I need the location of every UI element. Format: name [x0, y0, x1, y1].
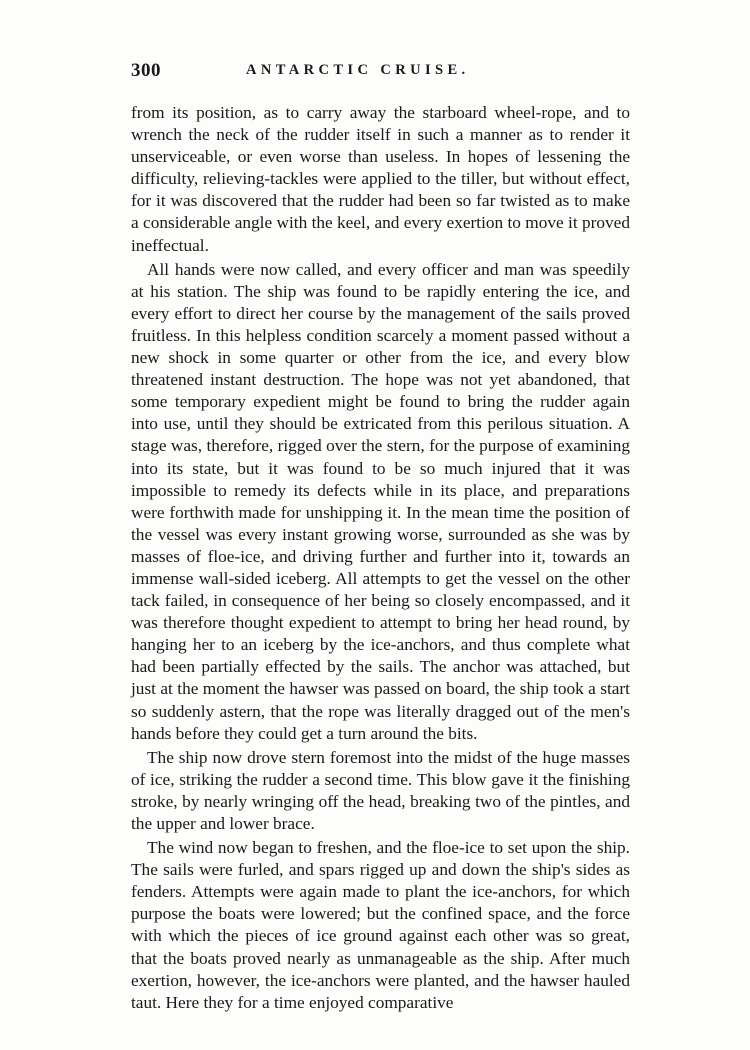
paragraph: The wind now began to freshen, and the floe-ice to set upon the ship. The sails were furled, and spars rigged up and down the ship's sides as fenders. Attempts were again made to plant the ice-anchors, for which purpose the boats were lowered; but the confined space, and the force with which the pieces of ice ground against each other was so great, that the boats proved nearly as unmanageable as the ship. After much exertion, however, the ice-anchors were planted, and the hawser hauled taut. Here they for a time enjoyed comparative — [131, 838, 630, 1012]
page-header — [131, 60, 630, 90]
paragraph-continued: from its position, as to carry away the starboard wheel-rope, and to wrench the neck of the rudder itself in such a manner as to render it unserviceable, or even worse than useless. In hopes of lessening the difficulty, relieving-tackles were applied to the tiller, but without effect, for it was discovered that the rudder had been so far twisted as to make a considerable angle with the keel, and every exertion to move it proved ineffectual. — [131, 103, 630, 255]
paragraph: The ship now drove stern foremost into the midst of the huge masses of ice, striking the rudder a second time. This blow gave it the finishing stroke, by nearly wringing off the head, breaking two of the pintles, and the upper and lower brace. — [131, 747, 630, 833]
paragraph: All hands were now called, and every officer and man was speedily at his station. The ship was found to be rapidly entering the ice, and every effort to direct her course by the management of the sails proved fruitless. In this helpless condition scarcely a moment passed without a new shock in some quarter or other from the ice, and every blow threatened instant destruction. The hope was not yet abandoned, that some temporary expedient might be found to bring the rudder again into use, until they should be extricated from this perilous situation. A stage was, therefore, rigged over the stern, for the purpose of examining into its state, but it was found to be so much injured that it was impossible to remedy its defects while in its place, and preparations were forthwith made for unshipping it. In the mean time the position of the vessel was every instant growing worse, surrounded as she was by masses of floe-ice, and driving further and further into it, towards an immense wall-sided iceberg. All attempts to get the vessel on the other tack failed, in consequence of her being so closely encompassed, and it was therefore thought expedient to attempt to bring her head round, by hanging her to an iceberg by the ice-anchors, and thus complete what had been partially effected by the sails. The anchor was attached, but just at the moment the hawser was passed on board, the ship took a start so suddenly astern, that the rope was literally dragged out of the men's hands before they could get a turn around the bits. — [131, 259, 630, 743]
running-head: ANTARCTIC CRUISE. — [246, 62, 470, 78]
body-text — [131, 102, 630, 1014]
page-number: 300 — [131, 60, 161, 81]
book-page — [131, 60, 630, 1016]
